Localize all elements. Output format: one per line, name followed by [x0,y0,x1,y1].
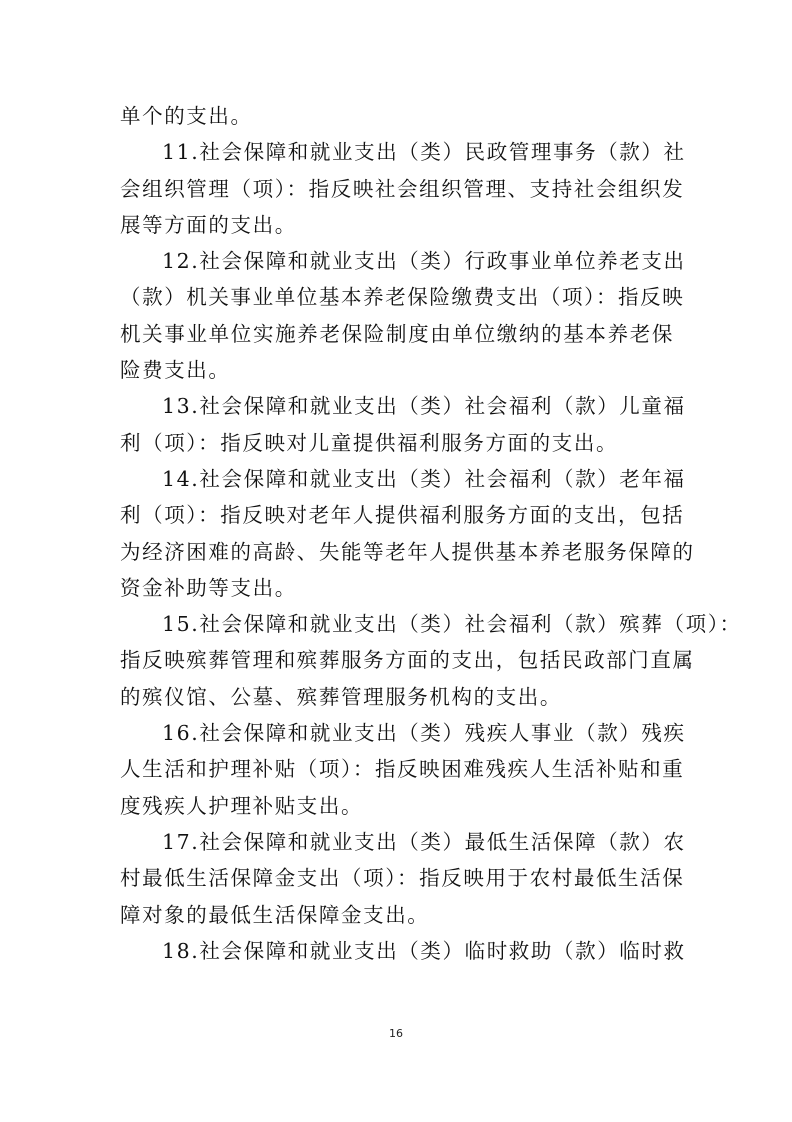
text-line: 会组织管理（项）：指反映社会组织管理、支持社会组织发 [120,176,685,201]
text-line: 15.社会保障和就业支出（类）社会福利（款）殡葬（项）： [162,612,742,637]
text-line: 度残疾人护理补贴支出。 [120,793,364,818]
text-line: 单个的支出。 [120,104,253,128]
page-number: 16 [389,1027,403,1040]
text-line: 的殡仪馆、公墓、殡葬管理服务机构的支出。 [120,684,562,709]
text-line: 16.社会保障和就业支出（类）残疾人事业（款）残疾 [162,721,686,746]
text-line: 17.社会保障和就业支出（类）最低生活保障（款）农 [162,829,686,854]
text-line: 利（项）：指反映对老年人提供福利服务方面的支出，包括 [120,503,685,528]
text-line: 资金补助等支出。 [120,575,297,600]
document-body [120,98,742,969]
text-line: 11.社会保障和就业支出（类）民政管理事务（款）社 [162,140,686,165]
text-line: 利（项）：指反映对儿童提供福利服务方面的支出。 [120,430,619,455]
text-line: 为经济困难的高龄、失能等老年人提供基本养老服务保障的 [120,539,695,564]
text-line: 村最低生活保障金支出（项）：指反映用于农村最低生活保 [120,866,685,891]
text-line: 机关事业单位实施养老保险制度由单位缴纳的基本养老保 [120,321,674,346]
text-line: 障对象的最低生活保障金支出。 [120,902,430,927]
text-line: 14.社会保障和就业支出（类）社会福利（款）老年福 [162,466,686,491]
text-line: 12.社会保障和就业支出（类）行政事业单位养老支出 [162,249,686,274]
text-line: 指反映殡葬管理和殡葬服务方面的支出，包括民政部门直属 [120,648,695,673]
text-line: 展等方面的支出。 [120,212,297,237]
text-line: 13.社会保障和就业支出（类）社会福利（款）儿童福 [162,394,686,419]
text-line: 险费支出。 [120,358,231,383]
text-line: 人生活和护理补贴（项）：指反映困难残疾人生活补贴和重 [120,757,685,782]
text-line: 18.社会保障和就业支出（类）临时救助（款）临时救 [162,938,686,963]
text-line: （款）机关事业单位基本养老保险缴费支出（项）：指反映 [120,285,685,310]
